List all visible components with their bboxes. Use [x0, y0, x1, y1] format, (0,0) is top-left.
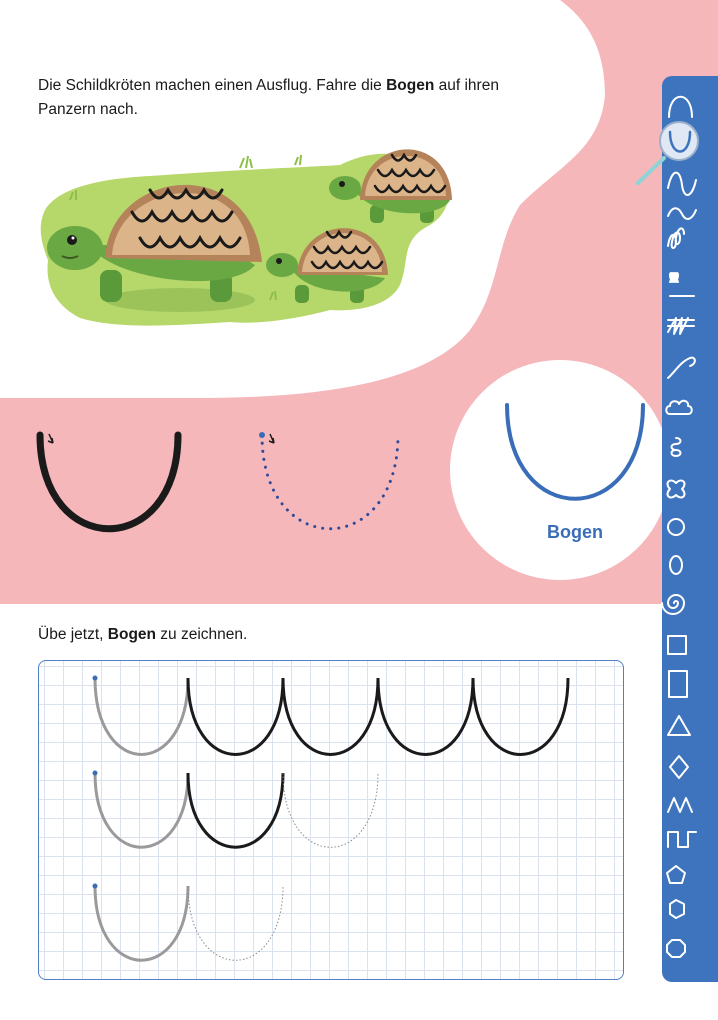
featured-shape-label: Bogen — [547, 522, 603, 542]
instruction-text: Die Schildkröten machen einen Ausflug. Fahre die Bogen auf ihren Panzern nach. — [38, 77, 499, 118]
shape-navigation-bar — [662, 76, 718, 982]
practice-grid[interactable] — [38, 660, 624, 980]
featured-shape-circle — [450, 360, 670, 580]
practice-instruction: Übe jetzt, Bogen zu zeichnen. — [38, 626, 248, 643]
